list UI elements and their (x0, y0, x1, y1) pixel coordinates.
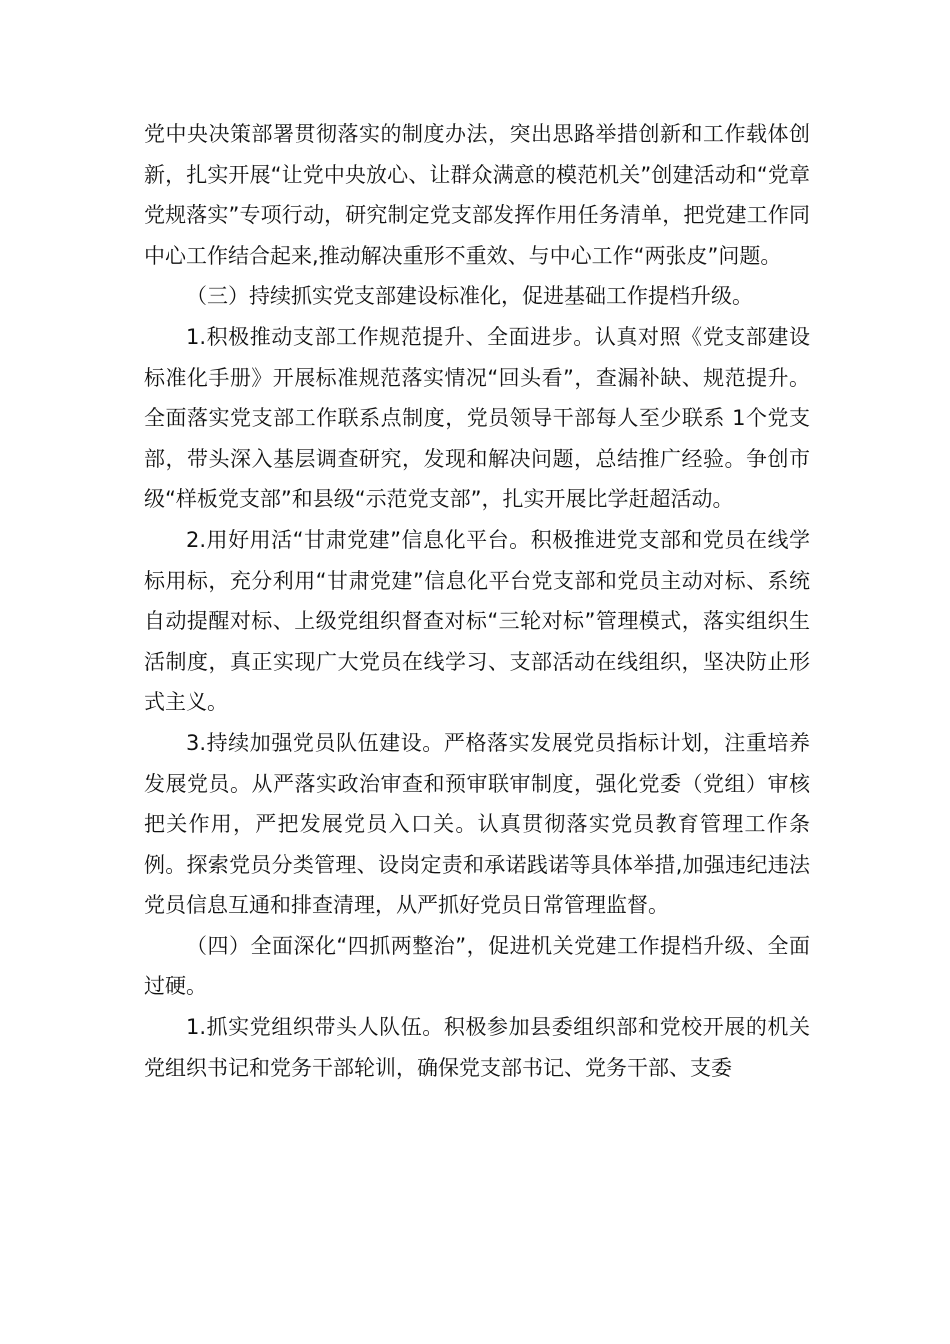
section-heading-4: （四）全面深化“四抓两整治”，促进机关党建工作提档升级、全面过硬。 (144, 933, 810, 999)
paragraph-continuation: 党中央决策部署贯彻落实的制度办法，突出思路举措创新和工作载体创新，扎实开展“让党中央放心、让群众满意的模范机关”创建活动和“党章党规落实”专项行动，研究制定党支部发挥作用任务清单，把党建工作同中心工作结合起来,推动解决重形不重效、与中心工作“两张皮”问题。 (144, 122, 810, 268)
paragraph-item-3-1: 1.积极推动支部工作规范提升、全面进步。认真对照《党支部建设标准化手册》开展标准规范落实情况“回头看”，查漏补缺、规范提升。全面落实党支部工作联系点制度，党员领导干部每人至少联系 1个党支部，带头深入基层调查研究，发现和解决问题，总结推广经验。争创市级“样板党支部”和县级“示范党支部”，扎实开展比学赶超活动。 (144, 324, 810, 512)
document-body (144, 114, 810, 1088)
section-heading-3: （三）持续抓实党支部建设标准化，促进基础工作提档升级。 (186, 284, 753, 309)
paragraph-item-3-3: 3.持续加强党员队伍建设。严格落实发展党员指标计划，注重培养发展党员。从严落实政治审查和预审联审制度，强化党委（党组）审核把关作用，严把发展党员入口关。认真贯彻落实党员教育管理工作条例。探索党员分类管理、设岗定责和承诺践诺等具体举措,加强违纪违法党员信息互通和排查清理，从严抓好党员日常管理监督。 (144, 730, 810, 918)
paragraph-item-3-2: 2.用好用活“甘肃党建”信息化平台。积极推进党支部和党员在线学标用标，充分利用“甘肃党建”信息化平台党支部和党员主动对标、系统自动提醒对标、上级党组织督查对标“三轮对标”管理模式，落实组织生活制度，真正实现广大党员在线学习、支部活动在线组织，坚决防止形式主义。 (144, 527, 810, 715)
paragraph-item-4-1: 1.抓实党组织带头人队伍。积极参加县委组织部和党校开展的机关党组织书记和党务干部轮训，确保党支部书记、党务干部、支委 (144, 1015, 810, 1080)
